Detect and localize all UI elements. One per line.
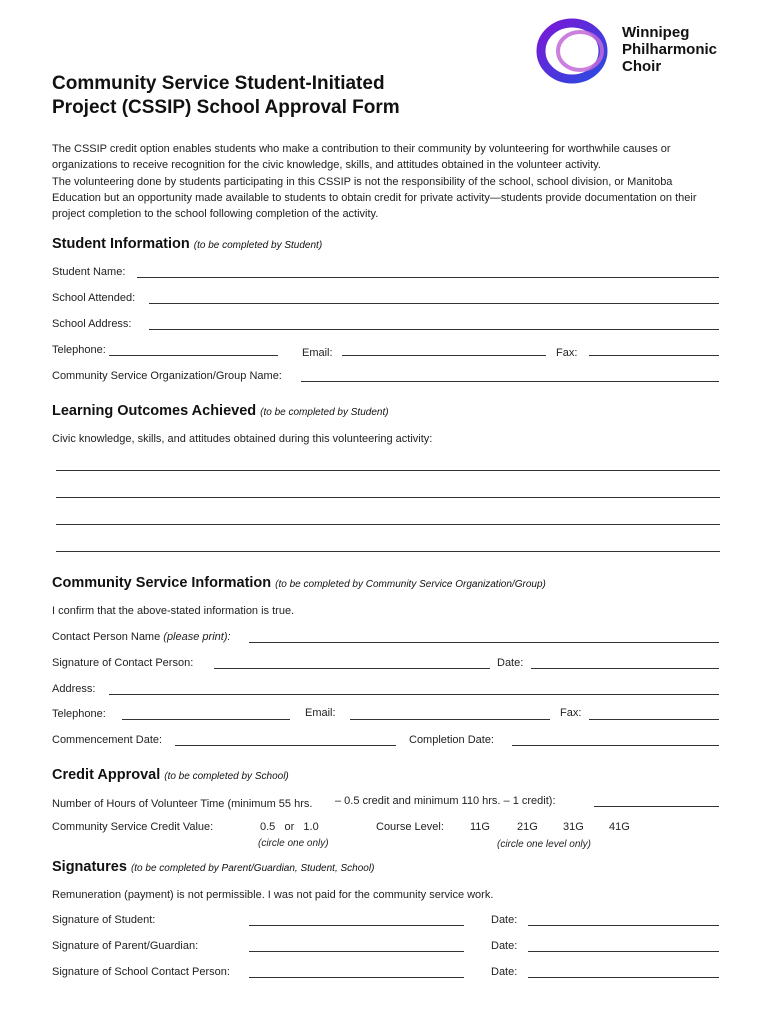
contact-signature-label: Signature of Contact Person:: [52, 657, 194, 669]
address-label: Address:: [52, 683, 96, 695]
contact-name-field[interactable]: [249, 642, 719, 643]
school-signature-label: Signature of School Contact Person:: [52, 966, 230, 978]
telephone-label: Telephone:: [52, 344, 106, 356]
org-email-label: Email:: [305, 707, 336, 719]
commencement-label: Commencement Date:: [52, 734, 163, 746]
credit-value-label: Community Service Credit Value:: [52, 821, 214, 833]
learning-outcomes-heading: [52, 403, 389, 419]
heading-note: (to be completed by Student): [260, 407, 389, 418]
logo-line: Winnipeg: [622, 24, 690, 41]
org-telephone-label: Telephone:: [52, 708, 106, 720]
school-address-label: School Address:: [52, 318, 132, 330]
completion-label: Completion Date:: [409, 734, 494, 746]
learning-prompt: Civic knowledge, skills, and attitudes obtained during this volunteering activity:: [52, 433, 433, 445]
parent-date-label: Date:: [491, 940, 518, 952]
hours-label: Number of Hours of Volunteer Time (minimum 55 hrs.: [52, 798, 313, 810]
org-telephone-field[interactable]: [122, 719, 290, 720]
choir-logo-icon: [536, 18, 614, 84]
contact-signature-field[interactable]: [214, 668, 490, 669]
learning-line[interactable]: [56, 551, 720, 552]
heading-note: (to be completed by Community Service Organization/Group): [275, 579, 546, 590]
learning-line[interactable]: [56, 524, 720, 525]
heading-note: (to be completed by Parent/Guardian, Student, School): [130, 863, 375, 874]
level-option-21g[interactable]: 21G: [517, 821, 538, 833]
completion-field[interactable]: [512, 745, 719, 746]
intro-paragraph: The CSSIP credit option enables students who make a contribution to their community by volunteering for worthwhile causes or organizations to receive recognition for the civic knowledge, skills, and attitudes obtained in the volunteer activity.: [52, 143, 671, 171]
title-line: Project (CSSIP) School Approval Form: [52, 97, 400, 118]
student-info-heading: [52, 236, 322, 252]
level-note: (circle one level only): [497, 839, 591, 850]
credit-value-note: (circle one only): [258, 838, 329, 849]
form-title: [52, 72, 400, 120]
intro-paragraph: The volunteering done by students participating in this CSSIP is not the responsibility of the school, school division, or Manitoba Education but an opportunity made available to students to obtain credit for private activity—students provide documentation on their project completion to the school following completion of the activity.: [52, 176, 697, 220]
email-field[interactable]: [342, 355, 546, 356]
level-option-31g[interactable]: 31G: [563, 821, 584, 833]
org-email-field[interactable]: [350, 719, 550, 720]
school-attended-field[interactable]: [149, 303, 719, 304]
student-date-label: Date:: [491, 914, 518, 926]
org-fax-label: Fax:: [560, 707, 582, 719]
title-line: Community Service Student-Initiated: [52, 73, 385, 94]
level-option-41g[interactable]: 41G: [609, 821, 630, 833]
hours-label-continued: – 0.5 credit and minimum 110 hrs. – 1 credit):: [335, 795, 556, 807]
credit-value-options[interactable]: 0.5 or 1.0: [260, 821, 319, 833]
choir-name: [622, 24, 717, 75]
logo-line: Choir: [622, 58, 662, 75]
commencement-field[interactable]: [175, 745, 396, 746]
student-date-field[interactable]: [528, 925, 719, 926]
fax-label: Fax:: [556, 347, 578, 359]
remuneration-statement: Remuneration (payment) is not permissible. I was not paid for the community service work.: [52, 889, 494, 901]
address-field[interactable]: [109, 694, 719, 695]
confirm-statement: I confirm that the above-stated information is true.: [52, 605, 295, 617]
course-level-label: Course Level:: [376, 821, 444, 833]
heading-note: (to be completed by School): [164, 771, 289, 782]
contact-date-field[interactable]: [531, 668, 719, 669]
school-signature-field[interactable]: [249, 977, 464, 978]
heading-note: (to be completed by Student): [193, 240, 323, 251]
school-address-field[interactable]: [149, 329, 719, 330]
student-name-label: Student Name:: [52, 266, 126, 278]
heading-text: Signatures: [52, 859, 127, 875]
school-date-label: Date:: [491, 966, 518, 978]
heading-text: Learning Outcomes Achieved: [52, 403, 257, 419]
contact-name-text: Contact Person Name: [52, 631, 161, 643]
level-option-11g[interactable]: 11G: [470, 821, 490, 833]
parent-date-field[interactable]: [528, 951, 719, 952]
org-fax-field[interactable]: [589, 719, 719, 720]
fax-field[interactable]: [589, 355, 719, 356]
org-name-label: Community Service Organization/Group Name:: [52, 370, 282, 382]
org-name-field[interactable]: [301, 381, 719, 382]
logo-line: Philharmonic: [622, 41, 718, 58]
hours-field[interactable]: [594, 806, 719, 807]
email-label: Email:: [302, 347, 333, 359]
parent-signature-field[interactable]: [249, 951, 464, 952]
community-service-heading: [52, 575, 546, 591]
student-signature-label: Signature of Student:: [52, 914, 156, 926]
contact-name-label: [52, 631, 231, 643]
heading-text: Community Service Information: [52, 575, 272, 591]
telephone-field[interactable]: [109, 355, 278, 356]
student-signature-field[interactable]: [249, 925, 464, 926]
contact-name-note: (please print):: [163, 631, 231, 643]
contact-date-label: Date:: [497, 657, 524, 669]
learning-line[interactable]: [56, 497, 720, 498]
student-name-field[interactable]: [137, 277, 719, 278]
credit-approval-heading: [52, 767, 289, 783]
heading-text: Student Information: [52, 236, 190, 252]
heading-text: Credit Approval: [52, 767, 161, 783]
learning-line[interactable]: [56, 470, 720, 471]
parent-signature-label: Signature of Parent/Guardian:: [52, 940, 199, 952]
school-attended-label: School Attended:: [52, 292, 136, 304]
signatures-heading: [52, 859, 374, 875]
school-date-field[interactable]: [528, 977, 719, 978]
